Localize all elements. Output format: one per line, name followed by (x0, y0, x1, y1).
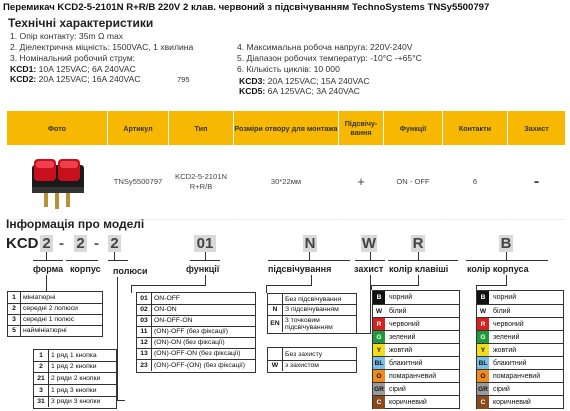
protection-list: Без захисту W з захистом (267, 347, 357, 373)
color-name: чорний (389, 294, 413, 301)
td-article: TNSy5500797 (108, 145, 168, 220)
light-list: Без підсвічування N З підсвічуванням EN 3 точковим підсвічуванням (267, 293, 357, 334)
color-row (373, 356, 459, 370)
th-light: Підсвічу-вання (339, 111, 383, 145)
color-swatch: BL (477, 357, 489, 370)
key-colors-list (372, 290, 460, 409)
color-swatch: B (477, 291, 489, 304)
color-swatch: W (373, 305, 385, 318)
color-name: зелений (493, 334, 520, 341)
color-swatch: C (477, 396, 489, 409)
color-name: коричневий (389, 399, 427, 406)
color-row (373, 330, 459, 344)
label-korpus: корпус (70, 264, 101, 274)
color-name: жовтий (389, 347, 413, 354)
color-row (373, 382, 459, 396)
dash: - (59, 235, 64, 252)
spec-kcd3: KCD3: 20A 125VAC; 15A 240VAC (239, 76, 370, 86)
spec-line: 3. Номінальний робочий струм: (10, 53, 136, 63)
stray-text: 795 (177, 75, 190, 84)
spec-line: 5. Діапазон робочих температур: -10°C -+65°C (237, 53, 422, 63)
color-name: сірий (493, 386, 510, 393)
code-forma: 2 (40, 235, 53, 252)
color-row (477, 330, 563, 344)
th-photo: Фото (7, 111, 107, 145)
color-swatch: R (373, 318, 385, 331)
th-article: Артикул (108, 111, 168, 145)
color-swatch: GR (477, 383, 489, 396)
td-light: + (339, 145, 383, 220)
label-kolir-klav: колір клавіші (389, 264, 449, 274)
specs-heading: Технічні характеристики (8, 16, 154, 30)
code-pidsv: N (304, 235, 316, 252)
color-row (373, 317, 459, 331)
color-row (477, 343, 563, 357)
code-kolir-korp: B (500, 235, 512, 252)
color-swatch: Y (373, 344, 385, 357)
page-title: Перемикач KCD2-5-2101N R+R/B 220V 2 клав. червоний з підсвічуванням TechnoSystems TNSy5500797 (3, 2, 490, 13)
label-polyusy: полюси (113, 266, 148, 276)
td-size: 30*22мм (234, 145, 338, 220)
functions-list: 01 ON-OFF 02 ON-ON 03 ON-OFF-ON 11 (ON)-OFF (без фіксації) 12 (ON)-ON (без фіксації) 13 (ON)-OFF-ON (без фіксації) 23 (ON)-OFF-(ON) (без фіксації) (136, 292, 256, 373)
color-row (373, 343, 459, 357)
color-swatch: O (477, 370, 489, 383)
color-row (477, 304, 563, 318)
color-name: червоний (493, 321, 524, 328)
td-type: KCD2-5-2101N R+R/B (169, 145, 233, 220)
color-name: помаранчевий (493, 373, 541, 380)
dash: - (94, 235, 99, 252)
product-photo (7, 145, 107, 220)
code-kolir-klav: R (412, 235, 424, 252)
spec-kcd1: KCD1: 10A 125VAC; 6A 240VAC (10, 64, 136, 74)
code-korpus: 2 (74, 235, 87, 252)
body-colors-list (476, 290, 564, 409)
code-zakhyst: W (361, 235, 377, 252)
color-swatch: W (477, 305, 489, 318)
color-name: червоний (389, 321, 420, 328)
th-type: Тип (169, 111, 233, 145)
spec-line: 4. Максимальна робоча напруга: 220V-240V (237, 42, 413, 52)
td-protection: - (508, 145, 565, 220)
color-swatch: R (477, 318, 489, 331)
spec-kcd2: KCD2: 20A 125VAC; 16A 240VAC (10, 74, 141, 84)
th-function: Функції (384, 111, 442, 145)
color-row (373, 369, 459, 383)
switch-image (22, 151, 92, 213)
td-contacts: 6 (443, 145, 507, 220)
label-zakhyst: захист (354, 264, 384, 274)
color-name: блакитний (493, 360, 527, 367)
color-name: сірий (389, 386, 406, 393)
th-protection: Захист (508, 111, 565, 145)
code-polyusy: 2 (108, 235, 121, 252)
spec-line: 1. Опір контакту: 35m Ω max (10, 31, 124, 41)
label-funktsii: функції (186, 264, 220, 274)
color-row (373, 395, 459, 409)
color-row (477, 356, 563, 370)
color-row (373, 291, 459, 304)
color-name: жовтий (493, 347, 517, 354)
color-name: помаранчевий (389, 373, 437, 380)
color-swatch: GR (373, 383, 385, 396)
color-row (477, 317, 563, 331)
color-row (477, 369, 563, 383)
color-swatch: C (373, 396, 385, 409)
th-contacts: Контакти (443, 111, 507, 145)
label-forma: форма (33, 264, 64, 274)
label-pidsv: підсвічування (268, 264, 332, 274)
poles-list: 1 1 ряд 1 кнопка 2 1 ряд 2 кнопки 21 2 ряди 2 кнопки 3 1 ряд 3 кнопки 31 3 ряди 3 кнопки (33, 349, 117, 409)
product-table (7, 111, 565, 219)
color-swatch: Y (477, 344, 489, 357)
color-name: білий (389, 308, 407, 315)
th-size: Розміри отвору для монтажа (234, 111, 338, 145)
label-kolir-korp: колір корпуса (467, 264, 529, 274)
color-swatch: G (373, 331, 385, 344)
spec-line: 2. Діелектрична міцність: 1500VAC, 1 хвилина (10, 42, 194, 52)
color-name: білий (493, 308, 511, 315)
color-swatch: B (373, 291, 385, 304)
spec-kcd5: KCD5: 6A 125VAC; 3A 240VAC (239, 86, 361, 96)
color-name: зелений (389, 334, 416, 341)
color-row (477, 382, 563, 396)
spec-line: 6. Кількість циклів: 10 000 (237, 64, 340, 74)
color-name: блакитний (389, 360, 423, 367)
color-row (477, 395, 563, 409)
color-swatch: BL (373, 357, 385, 370)
td-function: ON - OFF (384, 145, 442, 220)
color-row (373, 304, 459, 318)
color-name: коричневий (493, 399, 531, 406)
color-row (477, 291, 563, 304)
model-prefix: KCD (6, 235, 39, 252)
color-swatch: G (477, 331, 489, 344)
color-swatch: O (373, 370, 385, 383)
code-funktsii: 01 (194, 235, 216, 252)
forma-list: 1 мініатюрні 2 середні 2 полюси 3 середні 1 полюс 5 наймініатюрні (7, 291, 103, 337)
color-name: чорний (493, 294, 517, 301)
model-heading: Інформація про моделі (6, 217, 145, 231)
